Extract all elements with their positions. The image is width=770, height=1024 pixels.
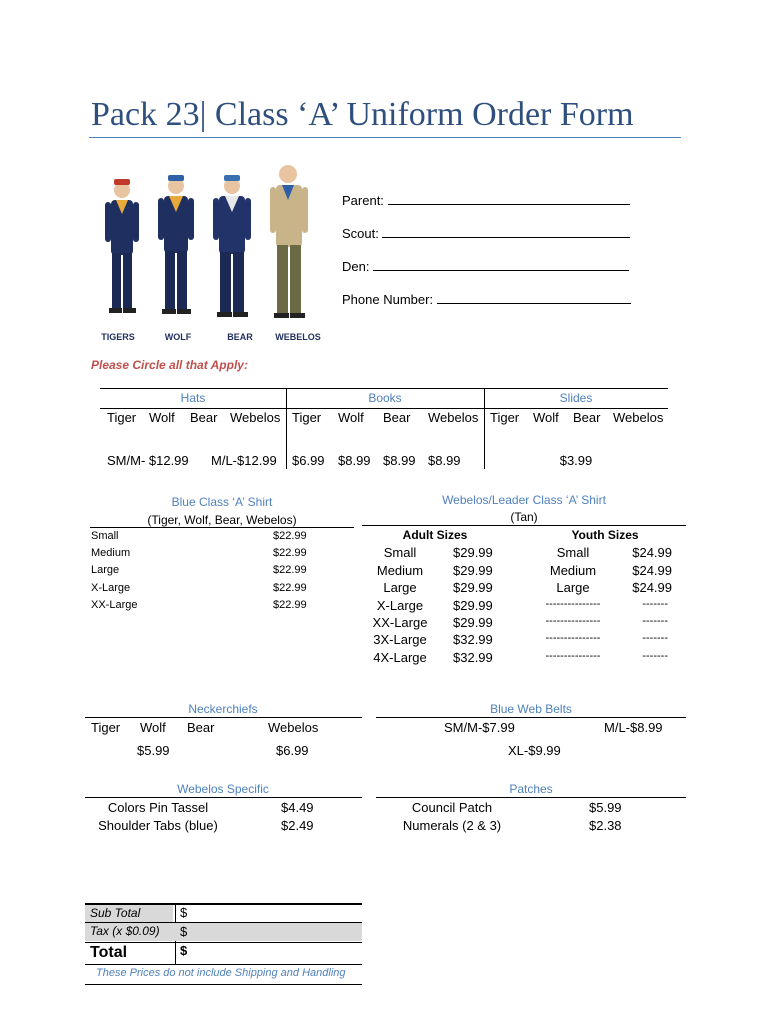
belt-ml[interactable]: M/L-$8.99 bbox=[604, 720, 663, 735]
title-rule bbox=[89, 137, 681, 138]
blue-shirt-size-medium[interactable]: Medium bbox=[91, 547, 131, 559]
wolf-scout-figure bbox=[158, 175, 194, 314]
belt-xl[interactable]: XL-$9.99 bbox=[508, 743, 561, 758]
adult-price: $29.99 bbox=[453, 545, 493, 560]
blue-shirt-sub: (Tiger, Wolf, Bear, Webelos) bbox=[147, 513, 297, 527]
hats-header: Hats bbox=[180, 391, 206, 405]
webelos-specific-rule bbox=[85, 797, 362, 798]
adult-price: $29.99 bbox=[453, 580, 493, 595]
books-price-wolf: $8.99 bbox=[338, 453, 371, 468]
webelos-specific-header: Webelos Specific bbox=[177, 782, 269, 796]
den-field[interactable] bbox=[342, 259, 629, 274]
total-label: Total bbox=[90, 944, 128, 961]
adult-size[interactable]: XX-Large bbox=[372, 615, 428, 630]
neckerchief-rank-tiger[interactable]: Tiger bbox=[91, 720, 121, 735]
youth-size[interactable]: Medium bbox=[549, 563, 597, 578]
tan-shirt-header: Webelos/Leader Class ‘A’ Shirt bbox=[442, 493, 606, 507]
blue-shirt-size-small[interactable]: Small bbox=[91, 530, 119, 542]
books-header: Books bbox=[368, 391, 402, 405]
youth-size: --------------- bbox=[545, 632, 601, 644]
figure-label-bear: BEAR bbox=[227, 332, 253, 342]
belt-sm[interactable]: SM/M-$7.99 bbox=[444, 720, 515, 735]
youth-size[interactable]: Large bbox=[556, 580, 590, 595]
books-price-bear: $8.99 bbox=[383, 453, 416, 468]
scout-label: Scout: bbox=[342, 226, 379, 241]
total-rule bbox=[85, 964, 362, 965]
books-rank-webelos[interactable]: Webelos bbox=[428, 410, 479, 425]
blue-shirt-price-large: $22.99 bbox=[273, 564, 307, 576]
total-divider bbox=[175, 942, 176, 964]
webelos-item[interactable]: Shoulder Tabs (blue) bbox=[98, 818, 218, 833]
subtotal-label: Sub Total bbox=[90, 906, 141, 920]
parent-field[interactable] bbox=[342, 193, 630, 208]
adult-size[interactable]: Large bbox=[383, 580, 417, 595]
youth-price: ------- bbox=[642, 632, 668, 644]
adult-size[interactable]: Small bbox=[383, 545, 417, 560]
adult-price: $29.99 bbox=[453, 563, 493, 578]
bear-scout-figure bbox=[213, 175, 251, 317]
adult-price: $29.99 bbox=[453, 615, 493, 630]
patch-price: $5.99 bbox=[589, 800, 622, 815]
scout-field[interactable] bbox=[342, 226, 630, 241]
youth-size: --------------- bbox=[545, 615, 601, 627]
hats-rank-bear[interactable]: Bear bbox=[190, 410, 218, 425]
slides-header: Slides bbox=[559, 391, 593, 405]
neckerchief-rank-webelos[interactable]: Webelos bbox=[268, 720, 319, 735]
adult-price: $32.99 bbox=[453, 650, 493, 665]
blue-shirt-price-xlarge: $22.99 bbox=[273, 582, 307, 594]
books-rank-bear[interactable]: Bear bbox=[383, 410, 411, 425]
blue-shirt-price-xxlarge: $22.99 bbox=[273, 599, 307, 611]
hats-rank-wolf[interactable]: Wolf bbox=[149, 410, 175, 425]
neckerchiefs-header: Neckerchiefs bbox=[188, 702, 258, 716]
blue-shirt-header: Blue Class ‘A’ Shirt bbox=[171, 495, 273, 509]
figure-label-webelos: WEBELOS bbox=[275, 332, 321, 342]
books-price-tiger: $6.99 bbox=[292, 453, 325, 468]
neckerchief-rank-bear[interactable]: Bear bbox=[187, 720, 215, 735]
slides-rank-wolf[interactable]: Wolf bbox=[533, 410, 559, 425]
youth-size: --------------- bbox=[545, 598, 601, 610]
tan-shirt-rule bbox=[362, 525, 686, 526]
youth-price: $24.99 bbox=[632, 580, 672, 595]
parent-line[interactable] bbox=[388, 193, 630, 205]
page-title: Pack 23| Class ‘A’ Uniform Order Form bbox=[91, 96, 634, 133]
webelos-scout-figure bbox=[270, 165, 308, 318]
youth-size: --------------- bbox=[545, 650, 601, 662]
adult-price: $29.99 bbox=[453, 598, 493, 613]
hats-rank-tiger[interactable]: Tiger bbox=[107, 410, 137, 425]
adult-sizes-header: Adult Sizes bbox=[402, 528, 468, 542]
tax-value[interactable]: $ bbox=[180, 924, 188, 939]
figure-label-tigers: TIGERS bbox=[101, 332, 135, 342]
youth-price: $24.99 bbox=[632, 545, 672, 560]
books-rank-wolf[interactable]: Wolf bbox=[338, 410, 364, 425]
hats-books-divider bbox=[286, 388, 287, 469]
shipping-note: These Prices do not include Shipping and Handling bbox=[96, 967, 346, 979]
books-rank-tiger[interactable]: Tiger bbox=[292, 410, 322, 425]
scout-uniforms-image bbox=[92, 160, 332, 345]
adult-size[interactable]: Medium bbox=[376, 563, 424, 578]
table-header-rule bbox=[100, 408, 668, 409]
adult-size[interactable]: X-Large bbox=[376, 598, 424, 613]
patch-item[interactable]: Council Patch bbox=[411, 800, 493, 815]
blue-shirt-price-small: $22.99 bbox=[273, 530, 307, 542]
neckerchief-price-2: $6.99 bbox=[276, 743, 309, 758]
total-value[interactable]: $ bbox=[180, 943, 188, 958]
adult-size[interactable]: 3X-Large bbox=[373, 632, 427, 647]
webelos-item-price: $2.49 bbox=[281, 818, 314, 833]
scout-line[interactable] bbox=[382, 226, 630, 238]
patches-header: Patches bbox=[509, 782, 553, 796]
blue-shirt-rule bbox=[90, 527, 354, 528]
tax-label: Tax (x $0.09) bbox=[90, 924, 160, 938]
neckerchiefs-rule bbox=[85, 717, 362, 718]
instruction-text: Please Circle all that Apply: bbox=[91, 358, 248, 372]
webelos-item-price: $4.49 bbox=[281, 800, 314, 815]
neckerchief-price-1: $5.99 bbox=[137, 743, 170, 758]
belts-rule bbox=[376, 717, 686, 718]
slides-rank-bear[interactable]: Bear bbox=[573, 410, 601, 425]
hats-rank-webelos[interactable]: Webelos bbox=[230, 410, 281, 425]
blue-shirt-price-medium: $22.99 bbox=[273, 547, 307, 559]
table-top-rule bbox=[100, 388, 668, 389]
tax-rule bbox=[85, 942, 362, 943]
blue-shirt-size-xlarge[interactable]: X-Large bbox=[91, 582, 131, 594]
patch-item[interactable]: Numerals (2 & 3) bbox=[402, 818, 502, 833]
blue-shirt-size-xxlarge[interactable]: XX-Large bbox=[91, 599, 138, 611]
subtotal-value[interactable]: $ bbox=[180, 905, 188, 920]
youth-price: $24.99 bbox=[632, 563, 672, 578]
hats-price-sm[interactable]: SM/M- $12.99 bbox=[107, 453, 189, 468]
books-price-webelos: $8.99 bbox=[428, 453, 461, 468]
patch-price: $2.38 bbox=[589, 818, 622, 833]
slides-rank-webelos[interactable]: Webelos bbox=[613, 410, 664, 425]
blue-shirt-size-large[interactable]: Large bbox=[91, 564, 120, 576]
tiger-scout-figure bbox=[105, 179, 139, 313]
youth-sizes-header: Youth Sizes bbox=[571, 528, 639, 542]
totals-bottom-rule bbox=[85, 984, 362, 985]
figure-label-wolf: WOLF bbox=[164, 332, 192, 342]
youth-price: ------- bbox=[642, 615, 668, 627]
den-label: Den: bbox=[342, 259, 370, 274]
hats-price-ml[interactable]: M/L-$12.99 bbox=[211, 453, 277, 468]
webelos-item[interactable]: Colors Pin Tassel bbox=[107, 800, 209, 815]
tan-shirt-sub: (Tan) bbox=[510, 510, 538, 524]
den-line[interactable] bbox=[373, 259, 629, 271]
patches-rule bbox=[376, 797, 686, 798]
phone-line[interactable] bbox=[437, 292, 631, 304]
adult-price: $32.99 bbox=[453, 632, 493, 647]
adult-size[interactable]: 4X-Large bbox=[373, 650, 427, 665]
youth-price: ------- bbox=[642, 598, 668, 610]
slides-rank-tiger[interactable]: Tiger bbox=[490, 410, 520, 425]
neckerchief-rank-wolf[interactable]: Wolf bbox=[140, 720, 166, 735]
phone-label: Phone Number: bbox=[342, 292, 434, 307]
slides-price: $3.99 bbox=[559, 453, 593, 468]
youth-size[interactable]: Small bbox=[556, 545, 590, 560]
belts-header: Blue Web Belts bbox=[490, 702, 572, 716]
youth-price: ------- bbox=[642, 650, 668, 662]
phone-field[interactable] bbox=[342, 292, 631, 307]
parent-label: Parent: bbox=[342, 193, 384, 208]
